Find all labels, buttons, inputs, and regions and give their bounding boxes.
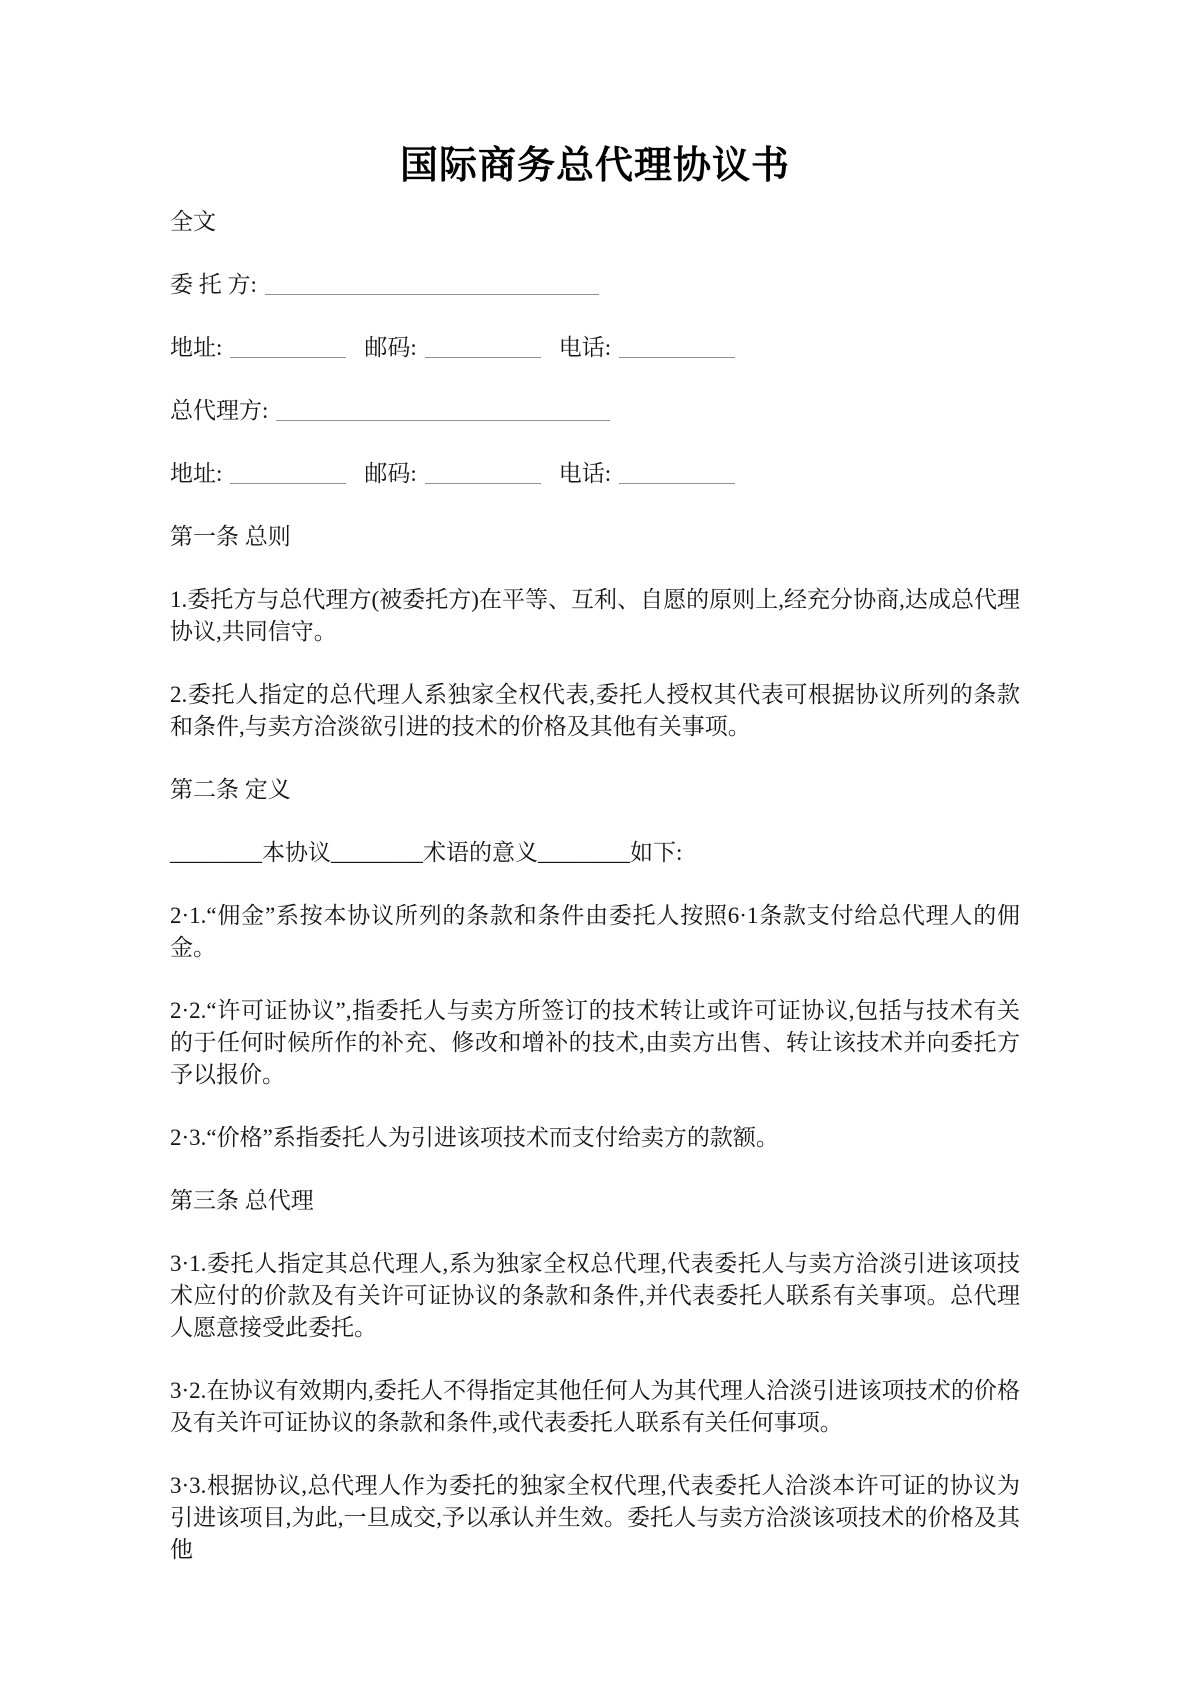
full-text-label: 全文 (170, 209, 216, 234)
agent-phone-blank (619, 459, 735, 484)
client-phone-blank (619, 333, 735, 358)
section-1-heading: 第一条 总则 (170, 524, 291, 549)
agent-address-blank (230, 459, 346, 484)
fill-in-line: ________本协议________术语的意义________如下: (170, 840, 683, 865)
client-address-blank (230, 333, 346, 358)
paragraph: 2·3.“价格”系指委托人为引进该项技术而支付给卖方的款额。 (170, 1125, 779, 1150)
paragraph: 2·1.“佣金”系按本协议所列的条款和条件由委托人按照6·1条款支付给总代理人的佣金。 (170, 903, 1020, 960)
section-2-heading: 第二条 定义 (170, 777, 291, 802)
phone-label: 电话: (558, 335, 612, 360)
client-contact-row (170, 332, 1020, 364)
client-row (170, 269, 1020, 301)
section-3-heading: 第三条 总代理 (170, 1188, 314, 1213)
address-label: 地址: (170, 461, 223, 486)
agent-zip-blank (425, 459, 541, 484)
agent-contact-row (170, 458, 1020, 490)
paragraph: 3·2.在协议有效期内,委托人不得指定其他任何人为其代理人洽淡引进该项技术的价格及有关许可证协议的条款和条件,或代表委托人联系有关任何事项。 (170, 1378, 1020, 1435)
paragraph: 3·3.根据协议,总代理人作为委托的独家全权代理,代表委托人洽淡本许可证的协议为引进该项目,为此,一旦成交,予以承认并生效。委托人与卖方洽淡该项技术的价格及其他 (170, 1473, 1020, 1562)
phone-label: 电话: (558, 461, 612, 486)
paragraph: 1.委托方与总代理方(被委托方)在平等、互利、自愿的原则上,经充分协商,达成总代理协议,共同信守。 (170, 587, 1020, 644)
document-title: 国际商务总代理协议书 (399, 145, 790, 187)
paragraph: 3·1.委托人指定其总代理人,系为独家全权总代理,代表委托人与卖方洽淡引进该项技术应付的价款及有关许可证协议的条款和条件,并代表委托人联系有关事项。总代理人愿意接受此委托。 (170, 1251, 1020, 1340)
address-label: 地址: (170, 335, 223, 360)
paragraph: 2·2.“许可证协议”,指委托人与卖方所签订的技术转让或许可证协议,包括与技术有关的于任何时候所作的补充、修改和增补的技术,由卖方出售、转让该技术并向委托方予以报价。 (170, 998, 1020, 1087)
zip-label: 邮码: (364, 461, 417, 486)
zip-label: 邮码: (364, 335, 417, 360)
agent-name-blank (276, 396, 610, 421)
paragraph: 2.委托人指定的总代理人系独家全权代表,委托人授权其代表可根据协议所列的条款和条件,与卖方洽淡欲引进的技术的价格及其他有关事项。 (170, 682, 1020, 739)
agent-row (170, 395, 1020, 427)
client-zip-blank (425, 333, 541, 358)
agent-label: 总代理方: (170, 398, 269, 423)
client-name-blank (265, 270, 599, 295)
client-label: 委 托 方: (170, 272, 257, 297)
